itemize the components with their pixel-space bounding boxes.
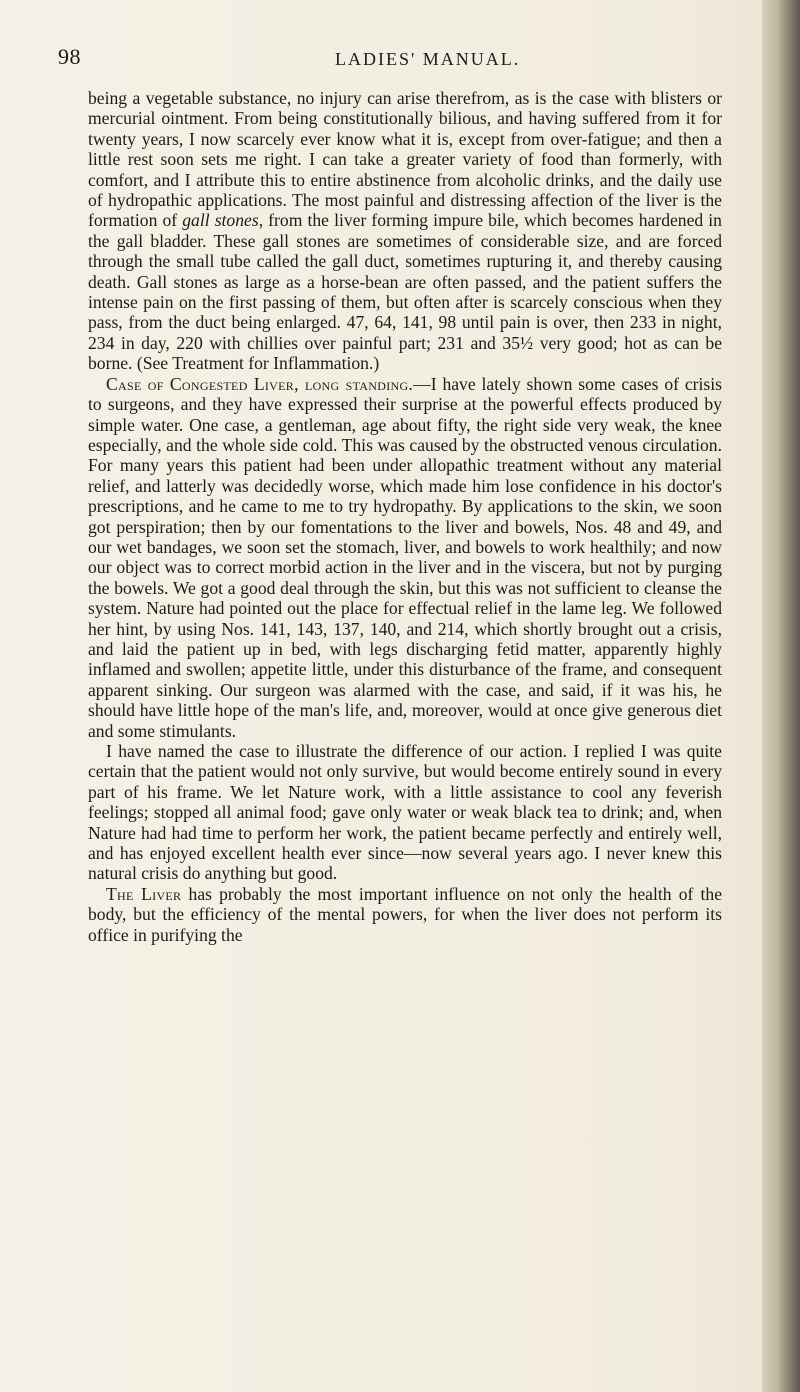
paragraph-text: being a vegetable substance, no injury can arise therefrom, as is the case with blisters or mercurial ointment. From being constitutionally bilious, and having suffered from it for twenty years, I now scarcely ever know what it is, except from over-fatigue; and then a little rest soon sets me right. I can take a greater variety of food than formerly, with comfort, and I attribute this to entire abstinence from alcoholic drinks, and the daily use of hydropathic applications. The most painful and distressing affection of the liver is the formation of	[88, 88, 722, 231]
paragraph-the-liver	[88, 884, 722, 945]
paragraph-difference	[88, 741, 722, 884]
running-title: LADIES' MANUAL.	[335, 49, 521, 69]
page-number: 98	[58, 44, 81, 69]
paragraph-text-continued: , from the liver forming impure bile, which becomes hardened in the gall bladder. These gall stones are sometimes of considerable size, and are forced through the small tube called the gall duct, sometimes rupturing it, and thereby causing death. Gall stones as large as a horse-bean are often passed, and the patient suffers the intense pain on the first passing of them, but often after is scarcely conscious when they pass, from the duct being enlarged. 47, 64, 141, 98 until pain is over, then 233 in night, 234 in day, 220 with chillies over painful part; 231 and 35½ very good; hot as can be borne. (See Treatment for Inflammation.)	[88, 210, 722, 374]
paragraph-text: has probably the most important influence on not only the health of the body, but the efficiency of the mental powers, for when the liver does not perform its office in purifying the	[88, 883, 722, 945]
paragraph-text: I have named the case to illustrate the difference of our action. I replied I was quite certain that the patient would not only survive, but would become entirely sound in every part of his frame. We let Nature work, with a little assistance to cool any feverish feelings; stopped all animal food; gave only water or weak black tea to drink; and, when Nature had had time to perform her work, the patient became perfectly and entirely well, and has enjoyed excellent health ever since—now several years ago. I never knew this natural crisis do anything but good.	[88, 741, 722, 884]
case-heading: Case of Congested Liver, long standing.	[106, 373, 414, 394]
book-spine-shadow	[762, 0, 800, 1392]
paragraph-gall-stones	[88, 88, 722, 374]
paragraph-text: —I have lately shown some cases of crisis to surgeons, and they have expressed their surprise at the powerful effects produced by simple water. One case, a gentleman, age about fifty, the right side very weak, the knee especially, and the whole side cold. This was caused by the obstructed venous circulation. For many years this patient had been under allopathic treatment without any material relief, and latterly was decidedly worse, which made him lose confidence in his doctor's prescriptions, and he came to me to try hydropathy. By applications to the skin, we soon got perspiration; then by our fomentations to the liver and bowels, Nos. 48 and 49, and our wet bandages, we soon set the stomach, liver, and bowels to work healthily; and now our object was to correct morbid action in the liver and in the viscera, but not by purging the bowels. We got a good deal through the skin, but this was not sufficient to cleanse the system. Nature had pointed out the place for effectual relief in the lame leg. We followed her hint, by using Nos. 141, 143, 137, 140, and 214, which shortly brought out a crisis, and laid the patient up in bed, with legs discharging fetid matter, apparently highly inflamed and swollen; appetite little, under this disturbance of the frame, and consequent apparent sinking. Our surgeon was alarmed with the case, and said, if it was his, he should have little hope of the man's life, and, moreover, would at once give generous diet and some stimulants.	[88, 373, 722, 741]
body-text	[88, 88, 722, 945]
paragraph-congested-liver	[88, 374, 722, 741]
section-lead: The Liver	[106, 883, 182, 904]
italic-term: gall stones	[182, 210, 259, 231]
